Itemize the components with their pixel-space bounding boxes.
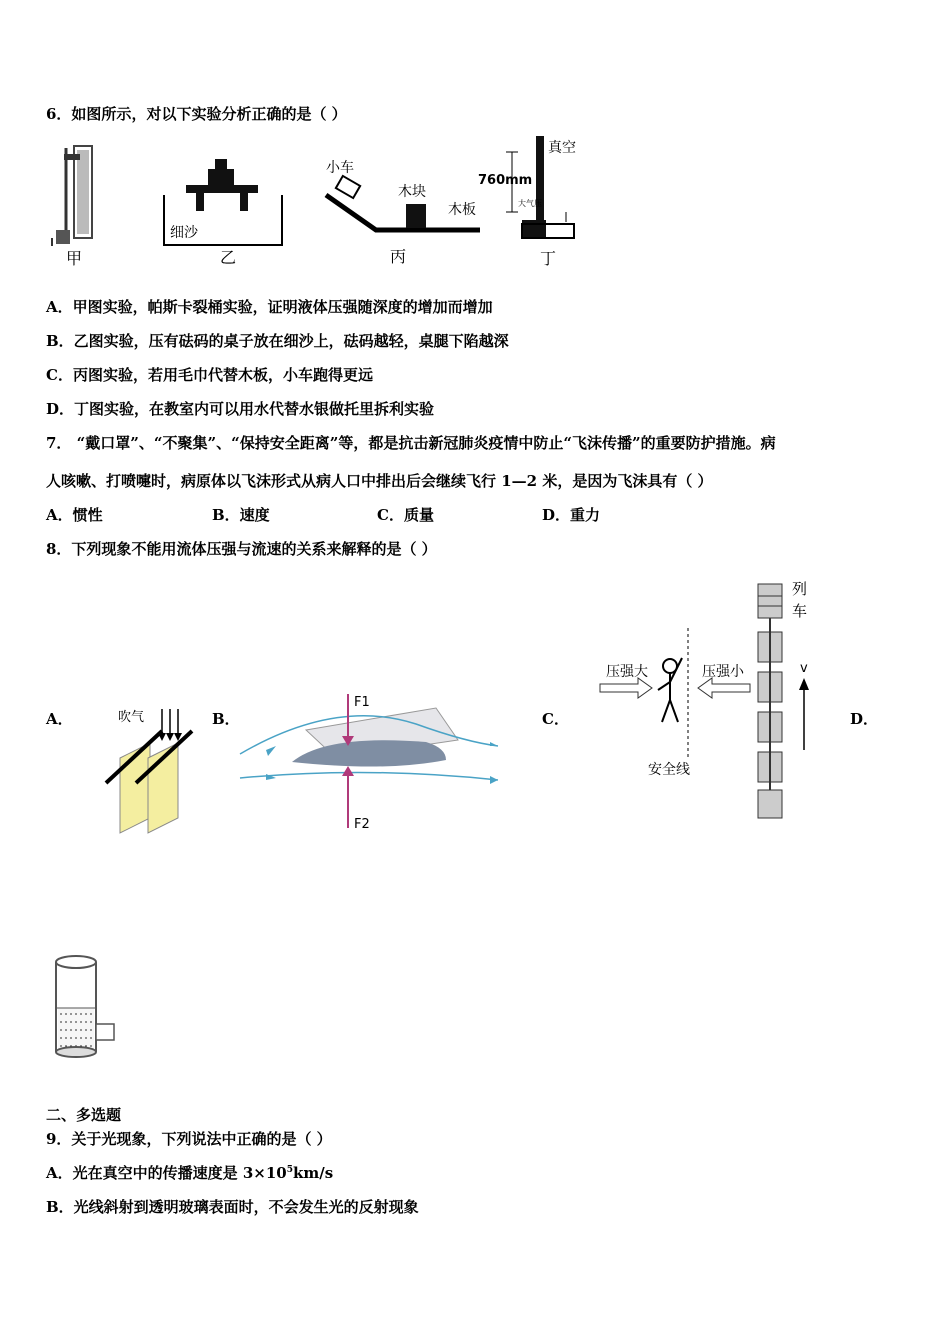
figure-ding xyxy=(476,132,586,270)
q9-option-a-unit: km/s xyxy=(293,1164,334,1182)
figure-jia xyxy=(44,138,104,268)
label-f2: F2 xyxy=(354,817,370,832)
figure-q8-c xyxy=(598,578,818,820)
q7-option-d: D．重力 xyxy=(542,506,601,524)
q9-option-a xyxy=(46,1162,333,1183)
q6-option-b: B．乙图实验，压有砝码的桌子放在细沙上，砝码越轻，桌腿下陷越深 xyxy=(46,332,509,350)
q6-option-a: A．甲图实验，帕斯卡裂桶实验，证明液体压强随深度的增加而增加 xyxy=(46,298,493,316)
label-atm: 大气压 xyxy=(518,199,542,208)
label-low-pressure: 压强小 xyxy=(702,664,744,680)
caption-bing: 丙 xyxy=(389,247,407,266)
q8-option-d-letter: D． xyxy=(850,710,879,728)
q6-option-d: D．丁图实验，在教室内可以用水代替水银做托里拆利实验 xyxy=(46,400,435,418)
figure-yi xyxy=(160,155,290,270)
q7-option-a: A．惯性 xyxy=(46,506,103,524)
figure-q8-d xyxy=(52,952,124,1066)
label-sand: 细沙 xyxy=(170,225,198,241)
label-safety-line: 安全线 xyxy=(648,762,690,778)
label-board: 木板 xyxy=(448,202,476,218)
q9-option-b: B．光线斜射到透明玻璃表面时，不会发生光的反射现象 xyxy=(46,1198,419,1216)
label-train-1: 列 xyxy=(792,580,808,598)
q8-option-a-letter: A． xyxy=(46,710,73,728)
label-velocity: v xyxy=(800,661,808,676)
q8-option-c-letter: C． xyxy=(542,710,569,728)
q7-stem-line1: 7． “戴口罩”、“不聚集”、“保持安全距离”等，都是抗击新冠肺炎疫情中防止“飞沫传播”的重要防护措施。病 xyxy=(46,434,776,452)
label-high-pressure: 压强大 xyxy=(606,664,648,680)
label-block: 木块 xyxy=(398,184,426,200)
q6-option-c: C．丙图实验，若用毛巾代替木板，小车跑得更远 xyxy=(46,366,373,384)
q8-option-b-letter: B． xyxy=(212,710,240,728)
caption-yi: 乙 xyxy=(219,248,237,267)
q6-stem: 6．如图所示，对以下实验分析正确的是（ ） xyxy=(46,105,347,123)
q8-stem: 8．下列现象不能用流体压强与流速的关系来解释的是（ ） xyxy=(46,540,437,558)
caption-jia: 甲 xyxy=(65,249,83,268)
label-blow: 吹气 xyxy=(118,710,145,725)
label-train-2: 车 xyxy=(792,602,808,620)
figure-bing xyxy=(320,150,490,270)
figure-q8-a xyxy=(100,703,200,838)
label-760mm: 760mm xyxy=(478,173,533,188)
section-title: 二、多选题 xyxy=(46,1106,122,1124)
label-f1: F1 xyxy=(354,695,370,710)
q7-stem-line2: 人咳嗽、打喷嚏时，病原体以飞沫形式从病人口中排出后会继续飞行 1—2 米，是因为飞沫具有（ ） xyxy=(46,472,713,490)
figure-q8-b xyxy=(236,690,506,835)
label-cart: 小车 xyxy=(326,160,354,176)
q9-option-a-text: A．光在真空中的传播速度是 3×10 xyxy=(46,1164,287,1182)
q9-option-a-exponent: 5 xyxy=(286,1165,294,1175)
q9-stem: 9．关于光现象，下列说法中正确的是（ ） xyxy=(46,1130,332,1148)
caption-ding: 丁 xyxy=(539,249,557,268)
q7-option-c: C．质量 xyxy=(377,506,434,524)
label-vacuum: 真空 xyxy=(548,140,576,156)
q7-option-b: B．速度 xyxy=(212,506,270,524)
